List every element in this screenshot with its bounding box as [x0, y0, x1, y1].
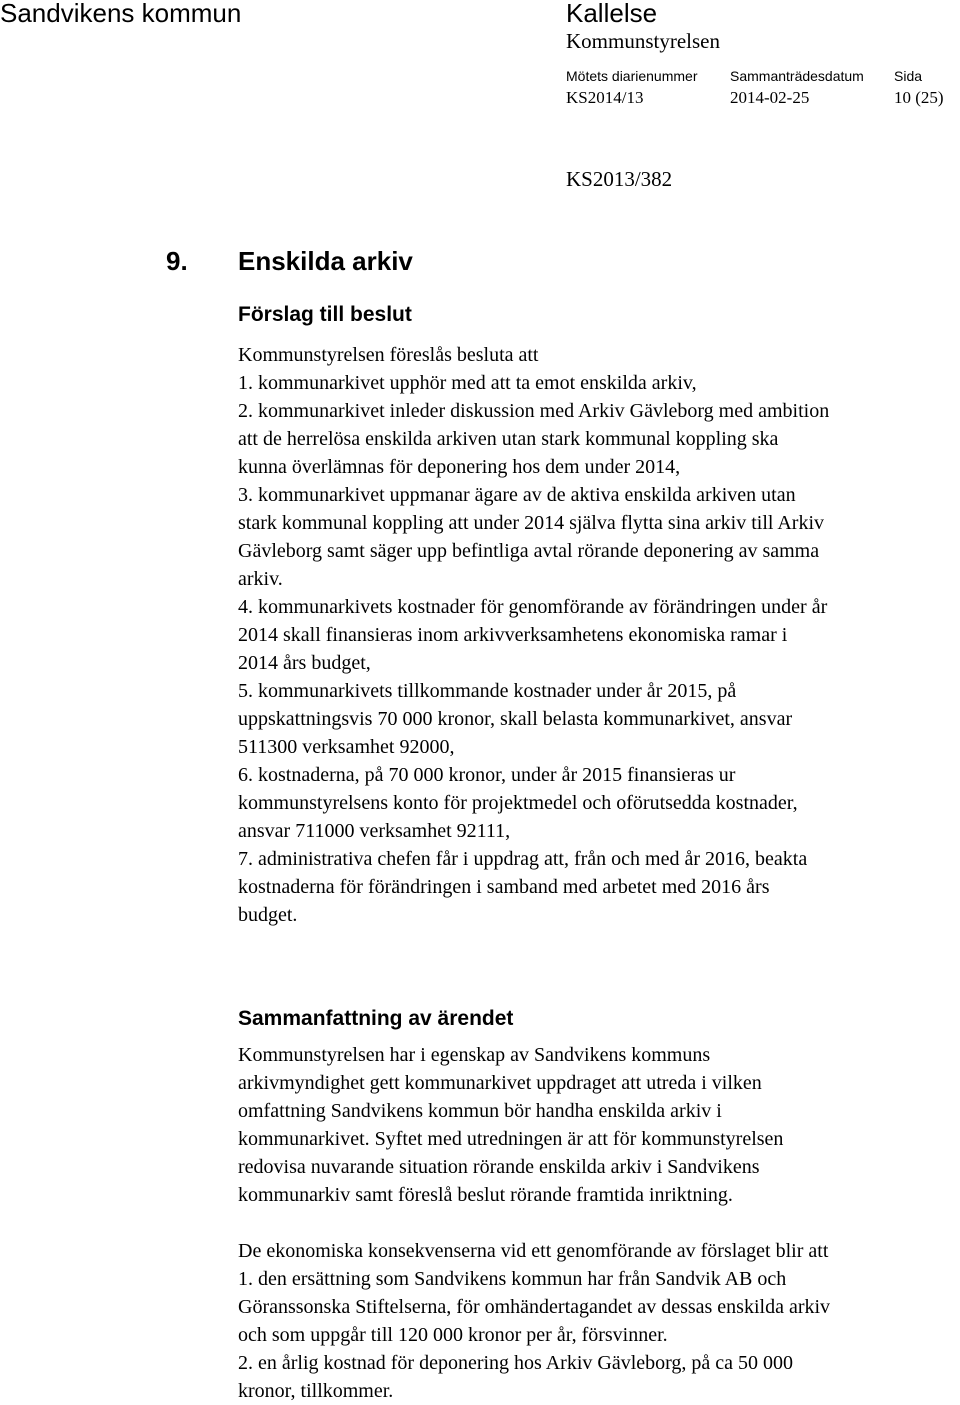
text-line: 1. kommunarkivet upphör med att ta emot enskilda arkiv, [238, 372, 697, 394]
text-line: 2014 skall finansieras inom arkivverksamhetens ekonomiska ramar i [238, 624, 788, 646]
text-line: 7. administrativa chefen får i uppdrag att, från och med år 2016, beakta [238, 848, 808, 870]
text-line: 2. en årlig kostnad för deponering hos Arkiv Gävleborg, på ca 50 000 [238, 1352, 794, 1374]
text-line: 1. den ersättning som Sandvikens kommun har från Sandvik AB och [238, 1268, 787, 1290]
text-line: 2014 års budget, [238, 652, 371, 674]
meta-label-diarienummer: Mötets diarienummer [566, 68, 698, 84]
summary-paragraph-1 [238, 1041, 783, 1209]
document-type: Kallelse [566, 0, 658, 28]
text-line: kommunarkivet. Syftet med utredningen är att för kommunstyrelsen [238, 1128, 784, 1150]
text-line: arkivmyndighet gett kommunarkivet uppdraget att utreda i vilken [238, 1072, 762, 1094]
meta-value-date: 2014-02-25 [730, 88, 810, 107]
text-line: 3. kommunarkivet uppmanar ägare av de aktiva enskilda arkiven utan [238, 484, 796, 506]
meta-label-date: Sammanträdesdatum [730, 68, 864, 84]
meta-value-page: 10 (25) [894, 88, 944, 107]
text-line: kunna överlämnas för deponering hos dem under 2014, [238, 456, 681, 478]
meta-label-page: Sida [894, 68, 923, 84]
text-line: Gävleborg samt säger upp befintliga avtal rörande deponering av samma [238, 540, 820, 562]
summary-paragraph-2 [238, 1237, 830, 1405]
text-line: och som uppgår till 120 000 kronor per år, försvinner. [238, 1324, 668, 1346]
text-line: arkiv. [238, 568, 283, 590]
text-line: kommunarkiv samt föreslå beslut rörande framtida inriktning. [238, 1184, 733, 1206]
item-number: 9. [166, 246, 188, 276]
text-line: omfattning Sandvikens kommun bör handha enskilda arkiv i [238, 1100, 722, 1122]
text-line: 5. kommunarkivets tillkommande kostnader under år 2015, på [238, 680, 737, 702]
text-line: 6. kostnaderna, på 70 000 kronor, under år 2015 finansieras ur [238, 764, 736, 786]
text-line: 4. kommunarkivets kostnader för genomförande av förändringen under år [238, 596, 828, 618]
text-line: kommunstyrelsens konto för projektmedel och oförutsedda kostnader, [238, 792, 798, 814]
proposal-heading: Förslag till beslut [238, 303, 412, 326]
text-line: Kommunstyrelsen föreslås besluta att [238, 344, 539, 366]
text-line: Göranssonska Stiftelserna, för omhändertagandet av dessas enskilda arkiv [238, 1296, 831, 1318]
text-line: redovisa nuvarande situation rörande enskilda arkiv i Sandvikens [238, 1156, 760, 1178]
organization-name: Sandvikens kommun [0, 0, 242, 28]
text-line: stark kommunal koppling att under 2014 själva flytta sina arkiv till Arkiv [238, 512, 825, 534]
text-line: budget. [238, 904, 298, 926]
text-line: 2. kommunarkivet inleder diskussion med Arkiv Gävleborg med ambition [238, 400, 830, 422]
text-line: kronor, tillkommer. [238, 1380, 394, 1402]
summary-heading: Sammanfattning av ärendet [238, 1007, 514, 1030]
committee-name: Kommunstyrelsen [566, 29, 720, 53]
case-number: KS2013/382 [566, 167, 673, 191]
text-line: 511300 verksamhet 92000, [238, 736, 455, 758]
item-title: Enskilda arkiv [238, 246, 413, 276]
text-line: att de herrelösa enskilda arkiven utan stark kommunal koppling ska [238, 428, 779, 450]
text-line: kostnaderna för förändringen i samband med arbetet med 2016 års [238, 876, 770, 898]
text-line: uppskattningsvis 70 000 kronor, skall belasta kommunarkivet, ansvar [238, 708, 793, 730]
meta-value-diarienummer: KS2014/13 [566, 88, 644, 107]
text-line: De ekonomiska konsekvenserna vid ett genomförande av förslaget blir att [238, 1240, 829, 1262]
text-line: ansvar 711000 verksamhet 92111, [238, 820, 511, 842]
proposal-body [238, 341, 829, 929]
text-line: Kommunstyrelsen har i egenskap av Sandvikens kommuns [238, 1044, 711, 1066]
